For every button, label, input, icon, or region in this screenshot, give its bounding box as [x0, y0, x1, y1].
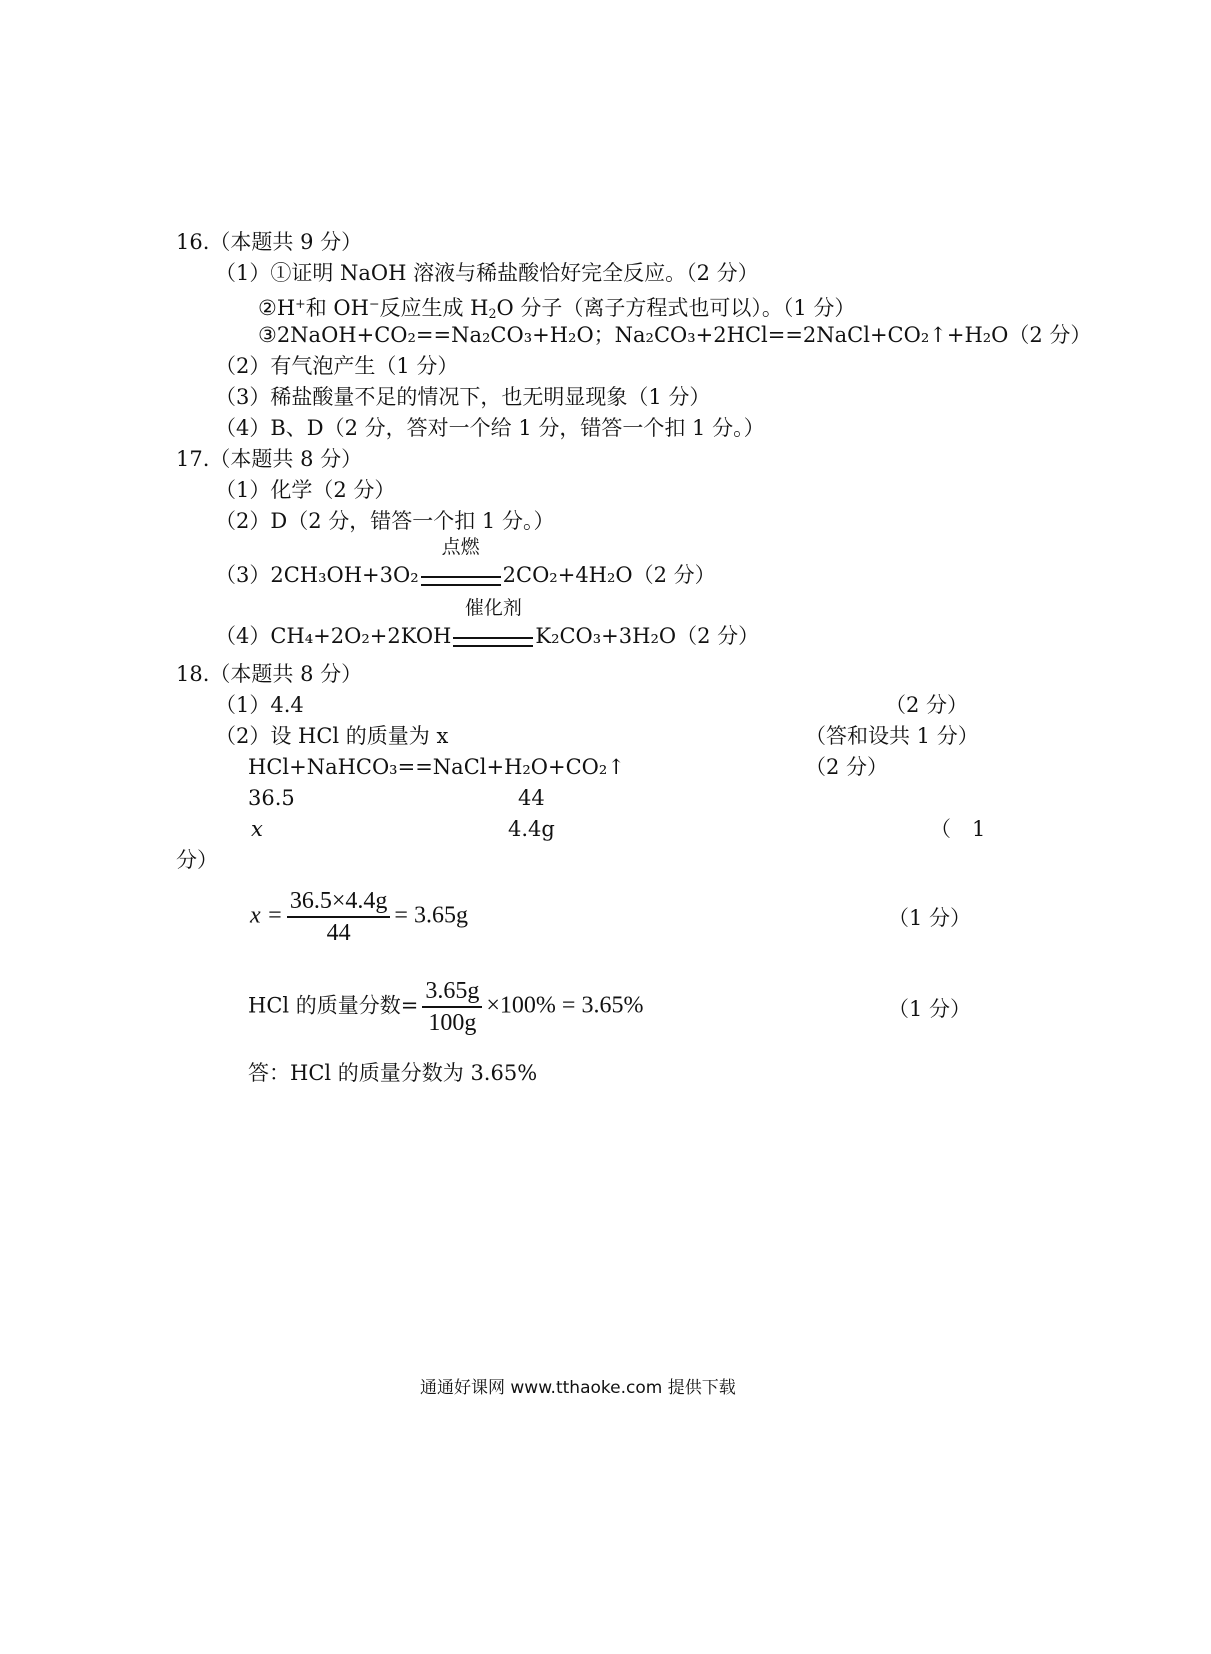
q18-line-2: （2）设 HCl 的质量为 x — [215, 724, 449, 748]
calc2-numerator: 3.65g — [425, 978, 480, 1004]
ratio-score-b: 分） — [176, 848, 218, 872]
q16-l2-sup: + — [295, 296, 306, 311]
q16-line-4: （2）有气泡产生（1 分） — [215, 354, 459, 378]
ratio-a1: 36.5 — [248, 786, 295, 810]
calc-2-score: （1 分） — [888, 997, 972, 1021]
q16-line-6: （4）B、D（2 分，答对一个给 1 分，错答一个扣 1 分。） — [215, 416, 765, 440]
calc-2 — [248, 976, 643, 1038]
q16-l2-sub: 2 — [488, 306, 497, 322]
q16-l2-d: O 分子（离子方程式也可以）。（1 分） — [496, 295, 856, 320]
calc1-fraction — [287, 886, 391, 948]
q17-l4-right: K₂CO₃+3H₂O（2 分） — [535, 624, 760, 648]
q18-title: 18.（本题共 8 分） — [176, 662, 363, 686]
q18-equation: HCl+NaHCO₃==NaCl+H₂O+CO₂↑ — [248, 755, 625, 779]
calc-1 — [250, 886, 468, 948]
double-equals-sign — [421, 576, 501, 586]
q16-line-3: ③2NaOH+CO₂==Na₂CO₃+H₂O；Na₂CO₃+2HCl==2NaCl+CO₂↑+H₂O（2 分） — [258, 323, 1092, 347]
q16-l2-a: ②H — [258, 295, 296, 320]
catalyst-condition — [453, 596, 533, 647]
page-footer: 通通好课网 www.tthaoke.com 提供下载 — [420, 1378, 736, 1398]
q16-l2-c: 反应生成 H — [379, 295, 489, 320]
q16-title: 16.（本题共 9 分） — [176, 230, 363, 254]
calc2-fraction — [422, 976, 482, 1038]
q16-line-5: （3）稀盐酸量不足的情况下，也无明显现象（1 分） — [215, 385, 711, 409]
q18-line-1: （1）4.4 — [215, 693, 304, 717]
calc2-lhs: HCl 的质量分数= — [248, 993, 419, 1018]
ratio-b2: 4.4g — [508, 817, 555, 841]
q16-line-1: （1）①证明 NaOH 溶液与稀盐酸恰好完全反应。（2 分） — [215, 261, 759, 285]
q17-line-4 — [215, 596, 760, 649]
ignition-label: 点燃 — [441, 535, 480, 558]
q18-line-2-score: （答和设共 1 分） — [805, 724, 979, 748]
double-equals-sign — [453, 637, 533, 647]
q17-title: 17.（本题共 8 分） — [176, 447, 363, 471]
q17-line-1: （1）化学（2 分） — [215, 478, 396, 502]
q17-l3-right: 2CO₂+4H₂O（2 分） — [502, 563, 716, 587]
calc2-denominator: 100g — [428, 1010, 477, 1036]
q16-l2-b: 和 OH — [305, 295, 369, 320]
q17-line-2: （2）D（2 分，错答一个扣 1 分。） — [215, 509, 555, 533]
q18-answer: 答：HCl 的质量分数为 3.65% — [248, 1061, 538, 1085]
calc2-rhs: ×100% = 3.65% — [486, 992, 644, 1019]
q17-l4-left: （4）CH₄+2O₂+2KOH — [215, 624, 452, 648]
q18-equation-score: （2 分） — [805, 755, 889, 779]
catalyst-label: 催化剂 — [464, 596, 522, 619]
ratio-b1: 44 — [518, 786, 545, 810]
ratio-score-a: （ 1 — [930, 817, 986, 841]
calc1-denominator: 44 — [326, 920, 351, 946]
q17-l3-left: （3）2CH₃OH+3O₂ — [215, 563, 419, 587]
q16-l2-sup2: − — [368, 296, 380, 311]
calc-1-score: （1 分） — [888, 906, 972, 930]
calc1-lhs: x = — [250, 902, 283, 929]
ignition-condition — [421, 535, 501, 586]
ratio-a2: x — [251, 817, 263, 841]
calc1-numerator: 36.5×4.4g — [289, 888, 388, 914]
calc1-rhs: = 3.65g — [394, 902, 468, 929]
q17-line-3 — [215, 535, 716, 588]
q18-line-1-score: （2 分） — [885, 693, 969, 717]
